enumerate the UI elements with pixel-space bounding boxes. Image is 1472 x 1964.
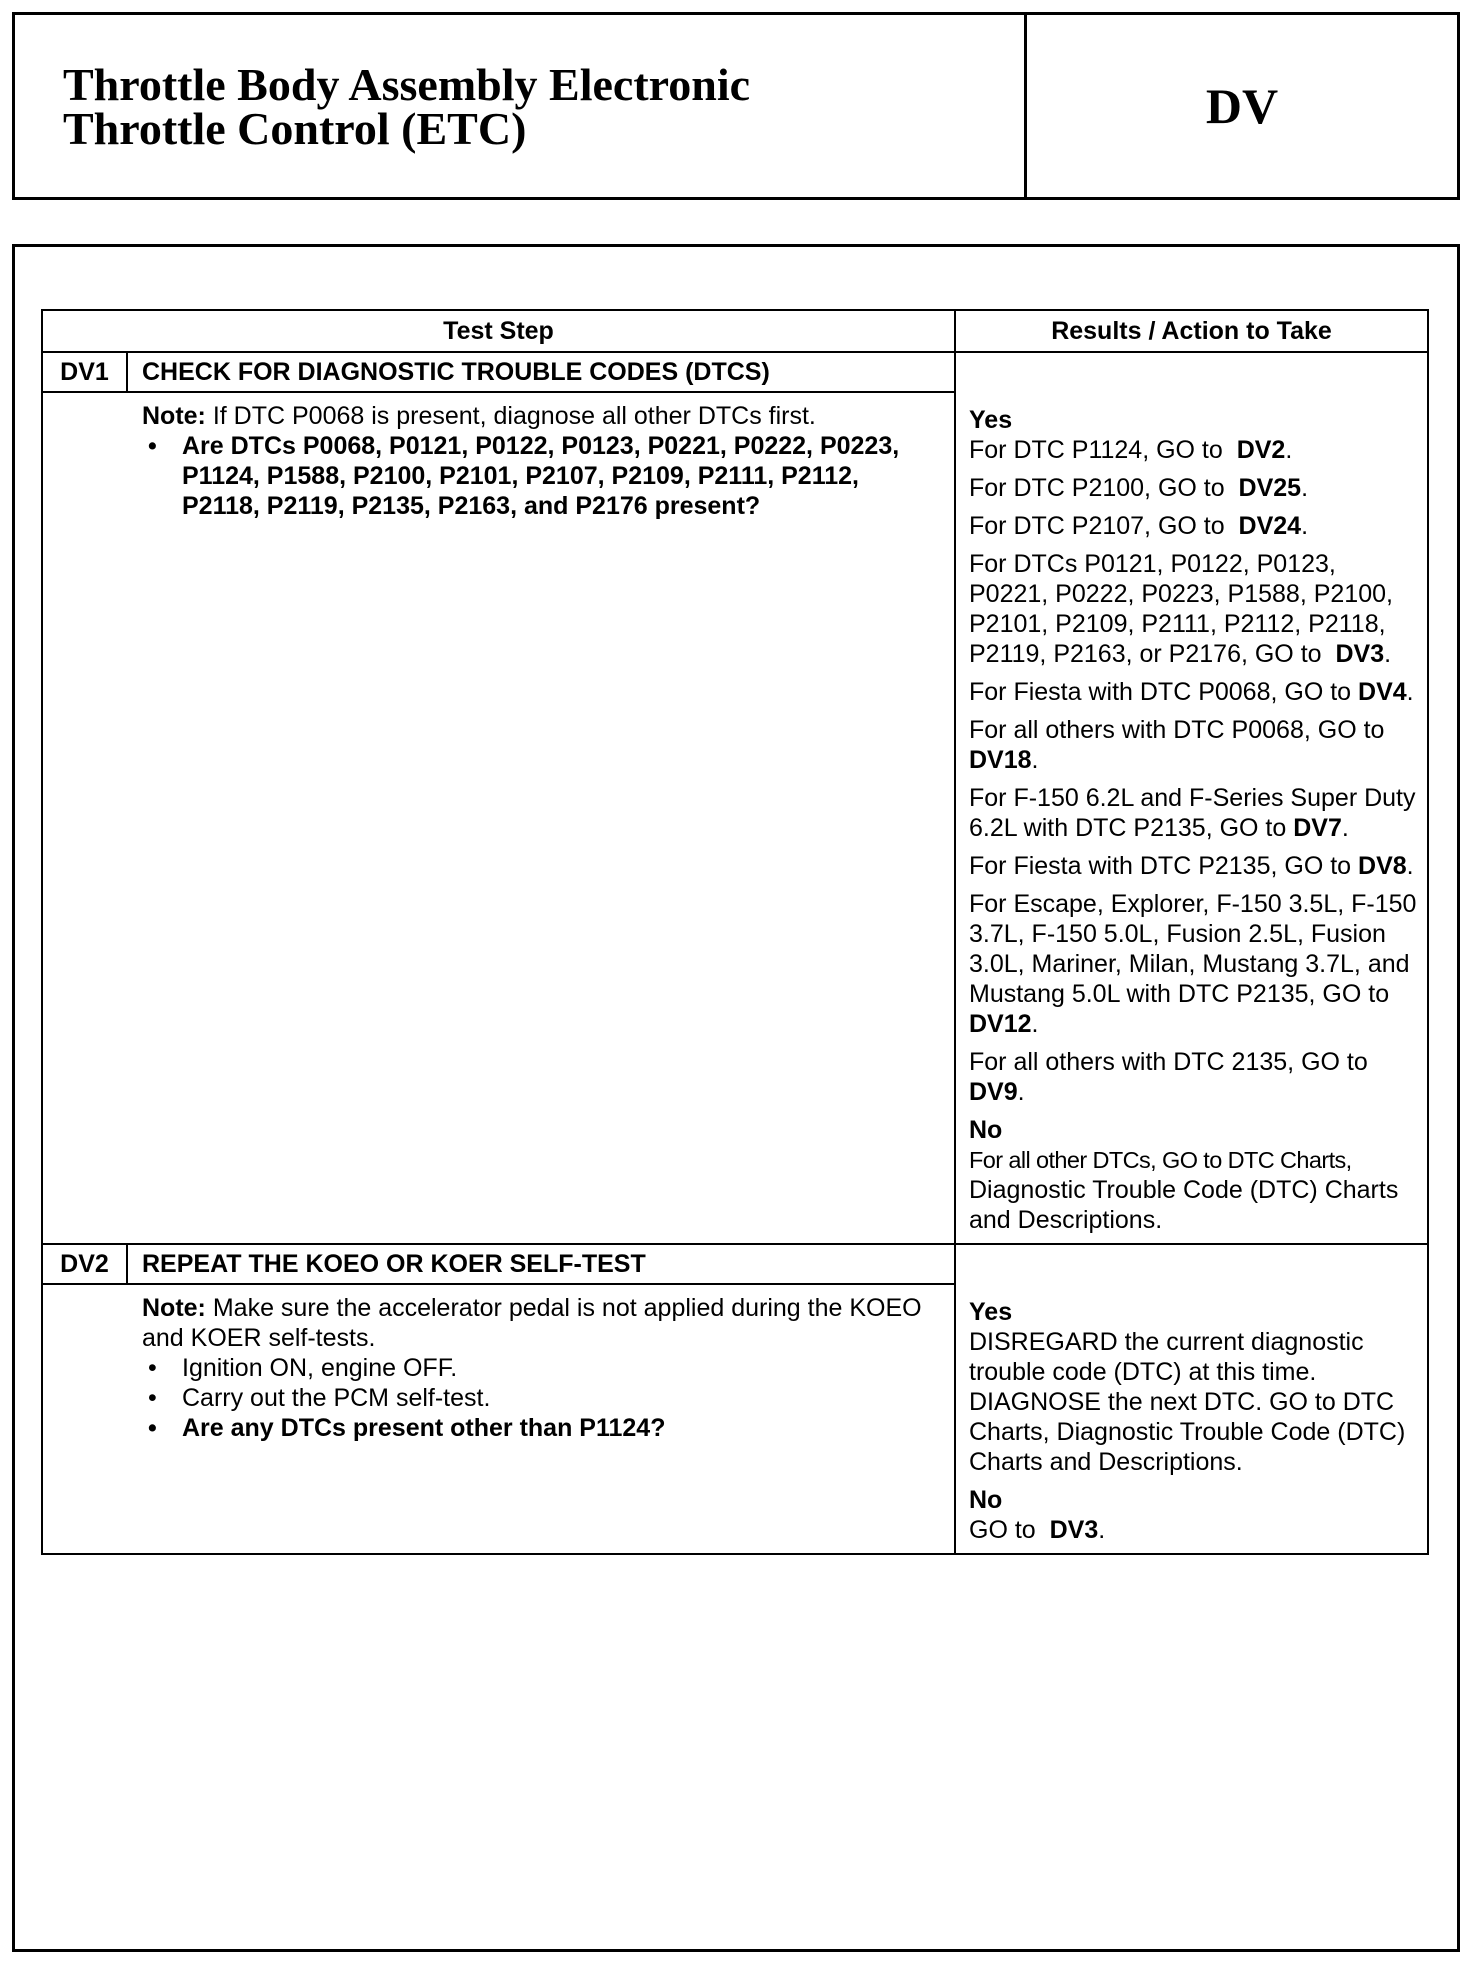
note-label: Note:	[142, 1294, 206, 1322]
goto-link: DV3	[1049, 1516, 1099, 1544]
goto-link: DV9	[969, 1078, 1018, 1106]
yes-label: Yes	[969, 406, 1013, 434]
yes-label: Yes	[969, 1298, 1013, 1326]
result-item: For F-150 6.2L and F-Series Super Duty 6.2L with DTC P2135, GO to DV7.	[969, 784, 1416, 842]
no-label: No	[969, 1116, 1003, 1144]
note-text: Make sure the accelerator pedal is not applied during the KOEO and KOER self-tests.	[142, 1294, 922, 1352]
col-header-test-step: Test Step	[43, 311, 956, 353]
yes-result: DISREGARD the current diagnostic trouble code (DTC) at this time. DIAGNOSE the next DTC. GO to DTC Charts, Diagnostic Trouble Code (DTC) Charts and Descriptions.	[969, 1328, 1406, 1476]
table-header-row	[43, 311, 1427, 353]
step-dv2-body	[43, 1285, 954, 1453]
result-item: For DTC P2100, GO to DV25.	[969, 474, 1309, 502]
step-dv2	[43, 1245, 1427, 1553]
title-cell	[15, 15, 1027, 197]
results-body	[956, 1285, 1427, 1553]
step-dv2-results	[956, 1245, 1427, 1553]
bullet-item: • Ignition ON, engine OFF.	[142, 1353, 938, 1383]
step-dv1-test	[43, 353, 956, 1243]
step-id: DV2	[43, 1245, 128, 1283]
page-title-line-2: Throttle Control (ETC)	[63, 103, 527, 154]
goto-link: DV8	[1358, 852, 1407, 880]
goto-link: DV7	[1293, 814, 1342, 842]
note-text: If DTC P0068 is present, diagnose all other DTCs first.	[212, 402, 816, 430]
result-item: For Fiesta with DTC P2135, GO to DV8.	[969, 852, 1414, 880]
goto-link: DV3	[1335, 640, 1385, 668]
bullet-item: • Carry out the PCM self-test.	[142, 1383, 938, 1413]
result-item: For all others with DTC 2135, GO to DV9.	[969, 1048, 1368, 1106]
no-result-line1: For all other DTCs, GO to DTC Charts,	[969, 1147, 1352, 1173]
goto-link: DV25	[1238, 474, 1302, 502]
result-item: For Fiesta with DTC P0068, GO to DV4.	[969, 678, 1414, 706]
no-label: No	[969, 1486, 1003, 1514]
step-dv2-test	[43, 1245, 956, 1553]
page-header	[12, 12, 1460, 200]
diagnostic-table	[41, 309, 1429, 1555]
goto-link: DV2	[1236, 436, 1286, 464]
step-dv1-body	[43, 393, 954, 531]
step-id: DV1	[43, 353, 128, 391]
no-result-line2: Diagnostic Trouble Code (DTC) Charts and Descriptions.	[969, 1176, 1399, 1234]
step-dv1-head	[43, 353, 954, 393]
goto-link: DV24	[1238, 512, 1302, 540]
goto-link: DV4	[1358, 678, 1407, 706]
step-title: CHECK FOR DIAGNOSTIC TROUBLE CODES (DTCS)	[142, 358, 770, 386]
results-body	[956, 393, 1427, 1243]
step-bullets	[142, 1353, 938, 1443]
note	[142, 401, 938, 431]
page-title-line-1: Throttle Body Assembly Electronic	[63, 59, 751, 110]
bullet-question: • Are DTCs P0068, P0121, P0122, P0123, P0221, P0222, P0223, P1124, P1588, P2100, P2101, P2107, P2109, P2111, P2112, P2118, P2119, P2135, P2163, and P2176 present?	[142, 431, 938, 521]
note-label: Note:	[142, 402, 206, 430]
step-dv1-results	[956, 353, 1427, 1243]
step-dv2-head	[43, 1245, 954, 1285]
col-header-results: Results / Action to Take	[956, 311, 1427, 353]
result-item: For DTC P1124, GO to DV2.	[969, 436, 1293, 464]
result-item: For DTCs P0121, P0122, P0123, P0221, P0222, P0223, P1588, P2100, P2101, P2109, P2111, P2112, P2118, P2119, P2163, or P2176, GO to DV3.	[969, 550, 1393, 668]
step-dv1	[43, 353, 1427, 1245]
step-bullets	[142, 431, 938, 521]
result-item: For Escape, Explorer, F-150 3.5L, F-150 3.7L, F-150 5.0L, Fusion 2.5L, Fusion 3.0L, Mariner, Milan, Mustang 3.7L, and Mustang 5.0L with DTC P2135, GO to DV12.	[969, 890, 1417, 1038]
step-title: REPEAT THE KOEO OR KOER SELF-TEST	[142, 1250, 646, 1278]
result-item: For DTC P2107, GO to DV24.	[969, 512, 1309, 540]
goto-link: DV18	[969, 746, 1032, 774]
note	[142, 1293, 938, 1353]
bullet-question: • Are any DTCs present other than P1124?	[142, 1413, 938, 1443]
section-code: DV	[1205, 78, 1279, 134]
no-result: GO to DV3.	[969, 1516, 1106, 1544]
result-item: For all others with DTC P0068, GO to DV18.	[969, 716, 1385, 774]
goto-link: DV12	[969, 1010, 1032, 1038]
